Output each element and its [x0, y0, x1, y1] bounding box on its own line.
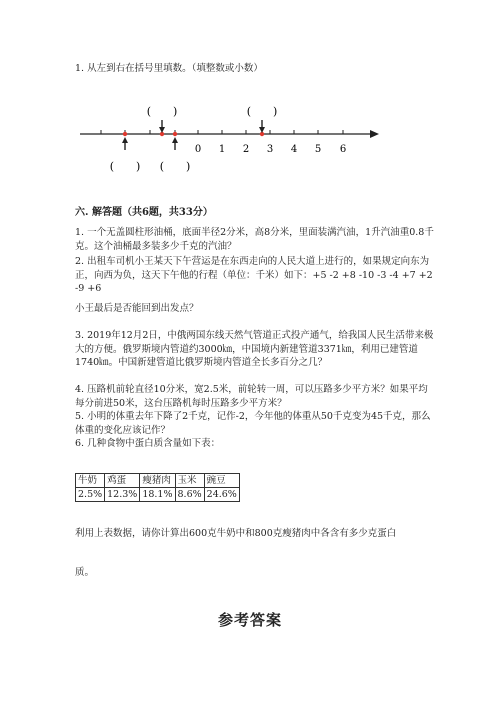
- tick-label-0: 0: [194, 144, 202, 155]
- tick-label-4: 4: [290, 144, 298, 155]
- problem-5: 5. 小明的体重去年下降了2千克，记作-2，今年他的体重从50千克变为45千克，那么体重的变化应该记作？: [75, 411, 431, 436]
- tick-label-2: 2: [242, 144, 250, 155]
- table-cell: 8.6%: [175, 488, 204, 502]
- problem-6-question: 利用上表数据，请你计算出600克牛奶中和800克瘦猪肉中各含有多少克蛋白: [75, 528, 397, 539]
- number-line-point: [173, 132, 177, 136]
- down-arrowhead-2: [259, 127, 265, 133]
- problem-2: 2. 出租车司机小王某天下午营运是在东西走向的人民大道上进行的，如果规定向东为正，向西为负，这天下午他的行程（单位：千米）如下：+5 -2 +8 -10 -3 -4 +7 +2 -9 +6: [75, 256, 433, 294]
- table-header-row: [76, 474, 240, 488]
- answer-paren-top-1: ( ): [146, 105, 178, 118]
- answer-paren-bottom-1: ( ): [109, 160, 141, 173]
- problem-4: 4. 压路机前轮直径10分米，宽2.5米，前轮转一周，可以压路多少平方米？如果平均每分前进50米，这台压路机每时压路多少平方米？: [75, 384, 428, 409]
- table-header-cell: 玉米: [175, 474, 204, 488]
- question-1-text: 1. 从左到右在括号里填数。（填整数或小数）: [75, 63, 263, 74]
- table-header-cell: 牛奶: [76, 474, 105, 488]
- axis-arrow: [370, 130, 379, 138]
- tick-label-5: 5: [314, 144, 322, 155]
- problem-3: 3. 2019年12月2日，中俄两国东线天然气管道正式投产通气，给我国人民生活带来极大的方便。俄罗斯境内管道约3000㎞，中国境内新建管道3371㎞，利用已建管道1740㎞。中国新建管道比俄罗斯境内管道全长多百分之几？: [75, 330, 434, 368]
- table-header-cell: 豌豆: [204, 474, 239, 488]
- table-cell: 24.6%: [204, 488, 239, 502]
- down-arrowhead-1: [159, 127, 165, 133]
- problem-2-question: 小王最后是否能回到出发点？: [75, 303, 199, 314]
- table-header-cell: 瘦猪肉: [140, 474, 175, 488]
- up-arrowhead-1: [122, 137, 128, 143]
- problem-6: 6. 几种食物中蛋白质含量如下表：: [75, 438, 221, 449]
- table-header-cell: 鸡蛋: [105, 474, 140, 488]
- answer-paren-bottom-2: ( ): [159, 160, 191, 173]
- tick-label-6: 6: [339, 144, 347, 155]
- answer-section-title: 参考答案: [217, 611, 282, 629]
- protein-table: [75, 473, 240, 502]
- answer-paren-top-2: ( ): [246, 105, 278, 118]
- table-cell: 12.3%: [105, 488, 140, 502]
- table-cell: 2.5%: [76, 488, 105, 502]
- number-line-point: [123, 132, 127, 136]
- number-line-figure: [0, 0, 500, 200]
- problem-6-question-end: 质。: [75, 567, 95, 578]
- tick-label-3: 3: [266, 144, 274, 155]
- section-6-title: 六. 解答题（共6题，共33分）: [75, 207, 213, 218]
- table-row: [76, 488, 240, 502]
- table-cell: 18.1%: [140, 488, 175, 502]
- up-arrowhead-2: [172, 137, 178, 143]
- problem-1: 1. 一个无盖圆柱形油桶，底面半径2分米，高8分米，里面装满汽油，1升汽油重0.8千克。这个油桶最多装多少千克的汽油？: [75, 227, 434, 252]
- tick-label-1: 1: [218, 144, 226, 155]
